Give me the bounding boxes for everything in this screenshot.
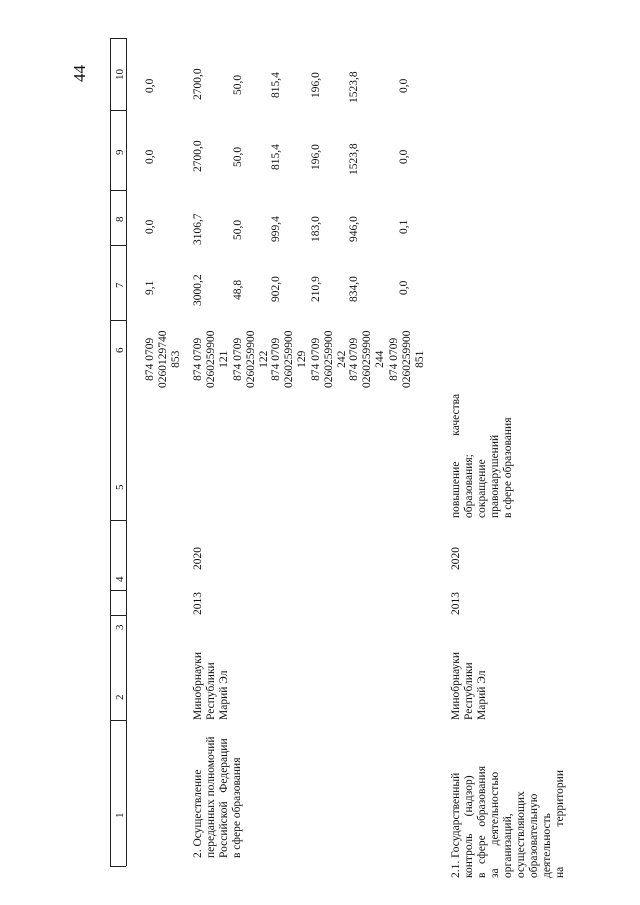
- cell-c10: 50,0: [232, 74, 244, 95]
- cell-c10: 196,0: [310, 72, 322, 98]
- cell-c9: 815,4: [270, 144, 282, 170]
- cell-c8: 3106,7: [192, 213, 204, 245]
- rule: [110, 590, 126, 591]
- cell-c9: 0,0: [398, 149, 410, 164]
- cell-c7: 210,9: [310, 276, 322, 302]
- rule: [110, 520, 126, 521]
- cell-org: Минобрнауки Республики Марий Эл: [192, 651, 230, 720]
- cell-c10: 0,0: [144, 78, 156, 93]
- cell-c7: 3000,2: [192, 274, 204, 306]
- cell-start: 2013: [450, 592, 462, 615]
- rule: [110, 38, 126, 39]
- cell-c8: 999,4: [270, 216, 282, 242]
- cell-codes: 874 0709 0260259900 242: [310, 330, 348, 388]
- cell-c7: 834,0: [348, 276, 360, 302]
- cell-c10: 2700,0: [192, 68, 204, 100]
- cell-c10: 0,0: [398, 78, 410, 93]
- rule: [110, 110, 126, 111]
- rule: [110, 190, 126, 191]
- cell-c8: 50,0: [232, 219, 244, 240]
- cell-c9: 50,0: [232, 146, 244, 167]
- rule: [110, 866, 126, 867]
- col-header-2: 2: [114, 694, 126, 700]
- cell-c7: 9,1: [144, 280, 156, 295]
- cell-end: 2020: [192, 547, 204, 570]
- cell-codes: 874 0709 0260259900 851: [388, 330, 426, 388]
- cell-result: повышение качества образования; сокращение правонарушений в сфере образования: [450, 393, 514, 518]
- cell-codes: 874 0709 0260259900 244: [348, 330, 386, 388]
- cell-c7: 902,0: [270, 276, 282, 302]
- cell-codes: 874 0709 0260259900 129: [270, 330, 308, 388]
- cell-end: 2020: [450, 547, 462, 570]
- cell-org: Минобрнауки Республики Марий Эл: [450, 651, 488, 720]
- cell-c9: 196,0: [310, 144, 322, 170]
- col-header-10: 10: [114, 69, 126, 80]
- rule: [126, 38, 127, 866]
- col-header-6: 6: [114, 347, 126, 353]
- cell-start: 2013: [192, 592, 204, 615]
- cell-c9: 0,0: [144, 149, 156, 164]
- cell-codes: 874 0709 0260129740 853: [144, 330, 182, 388]
- cell-codes: 874 0709 0260259900 122: [232, 330, 270, 388]
- cell-c7: 48,8: [232, 279, 244, 300]
- cell-name: 2.1. Государственный контроль (надзор) в сфере образования за деятельностью организаций, осуществляющих образовательную деятельность на территории: [450, 766, 566, 878]
- col-header-4: 4: [114, 576, 126, 582]
- col-header-3: 3: [114, 624, 126, 630]
- col-header-7: 7: [114, 282, 126, 288]
- cell-c8: 946,0: [348, 216, 360, 242]
- cell-c9: 1523,8: [348, 143, 360, 175]
- cell-c8: 183,0: [310, 216, 322, 242]
- page-number: 44: [70, 65, 89, 82]
- rule: [110, 320, 126, 321]
- cell-c8: 0,0: [144, 219, 156, 234]
- col-header-5: 5: [114, 484, 126, 490]
- rule: [110, 615, 126, 616]
- col-header-8: 8: [114, 216, 126, 222]
- rule: [110, 720, 126, 721]
- cell-c9: 2700,0: [192, 140, 204, 172]
- col-header-9: 9: [114, 149, 126, 155]
- cell-c7: 0,0: [398, 280, 410, 295]
- rule: [110, 38, 111, 866]
- table-frame: [110, 30, 630, 890]
- cell-c8: 0,1: [398, 219, 410, 234]
- rule: [110, 245, 126, 246]
- cell-c10: 815,4: [270, 72, 282, 98]
- cell-name: 2. Осуществление переданных полномочий Российской Федерации в сфере образования: [192, 736, 243, 858]
- cell-c10: 1523,8: [348, 71, 360, 103]
- cell-codes: 874 0709 0260259900 121: [192, 330, 230, 388]
- col-header-1: 1: [114, 812, 126, 818]
